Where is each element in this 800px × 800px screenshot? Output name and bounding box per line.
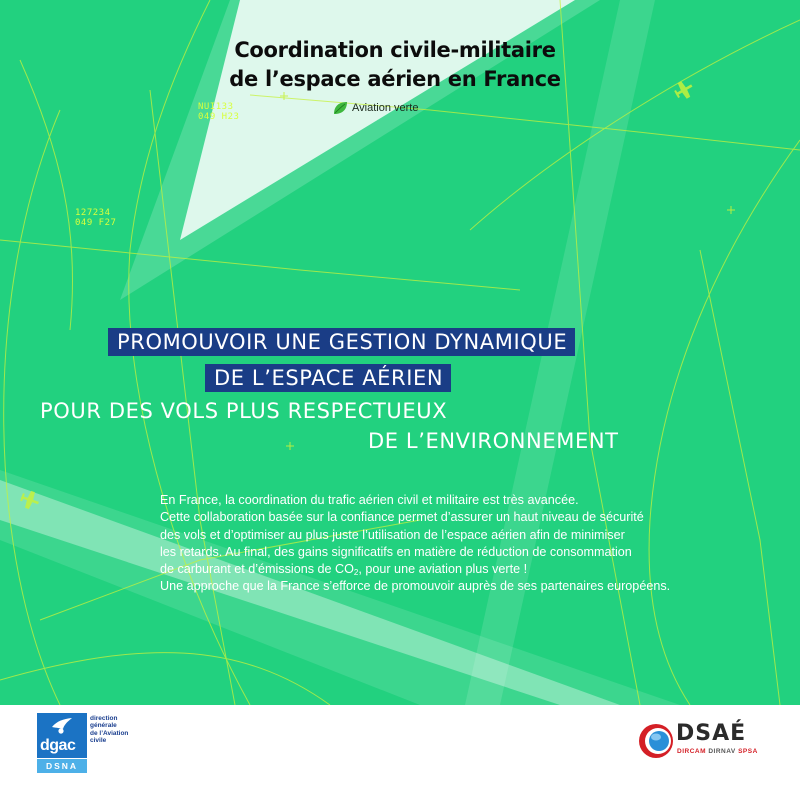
body-line: En France, la coordination du trafic aérien civil et militaire est très avancée.: [160, 493, 579, 507]
radar-ring: [649, 140, 800, 705]
dgac-logo-text: dgac: [40, 737, 76, 754]
headline-line-2: DE L’ESPACE AÉRIEN: [205, 364, 451, 392]
headline-line-1: PROMOUVOIR UNE GESTION DYNAMIQUE: [108, 328, 575, 356]
aviation-verte-tag: [333, 101, 418, 115]
body-line: les retards. Au final, des gains significatifs en matière de réduction de consommation: [160, 544, 632, 559]
radar-ring: [20, 60, 73, 330]
dsae-subtitle: DIRCAM DIRNAV SPSA: [677, 748, 758, 755]
body-line: Une approche que la France s’efforce de promouvoir auprès de ses partenaires européens.: [160, 579, 671, 594]
dgac-logo-box: [37, 713, 87, 758]
route-line: [700, 250, 780, 705]
bird-icon: [51, 717, 73, 735]
dsae-logo-text: DSAÉ: [676, 721, 747, 746]
headline-line-4: DE L’ENVIRONNEMENT: [368, 429, 619, 453]
footer: [0, 705, 800, 800]
headline-line-3: POUR DES VOLS PLUS RESPECTUEUX: [40, 399, 448, 423]
leaf-icon: [333, 101, 348, 115]
aircraft-icon: [672, 78, 697, 103]
radar-label: NUI133 049 H23: [198, 102, 240, 122]
title-line: de l’espace aérien en France: [229, 67, 561, 91]
globe-icon: [638, 723, 674, 759]
route-line: [0, 653, 330, 705]
dgac-description: direction générale de l’Aviation civile: [90, 715, 129, 744]
dgac-logo: [37, 713, 87, 773]
radar-label: 127234 049 F27: [75, 208, 117, 228]
dsae-logo: [638, 721, 768, 761]
dsna-label: DSNA: [37, 759, 87, 773]
body-line: de carburant et d’émissions de $CO_2$, pour une aviation plus verte !: [160, 562, 528, 578]
body-line: des vols et d’optimiser au plus juste l’utilisation de l’espace aérien afin de minimiser: [160, 527, 625, 542]
tag-label: Aviation verte: [352, 102, 419, 114]
body-line: Cette collaboration basée sur la confiance permet d’assurer un haut niveau de sécurité: [160, 510, 644, 525]
route-line: [0, 240, 520, 290]
title-line: Coordination civile-militaire: [234, 38, 556, 62]
crosshair-marker: [727, 206, 735, 214]
crosshair-marker: [286, 442, 294, 450]
page-title: [210, 36, 580, 94]
body-text: [160, 492, 780, 596]
